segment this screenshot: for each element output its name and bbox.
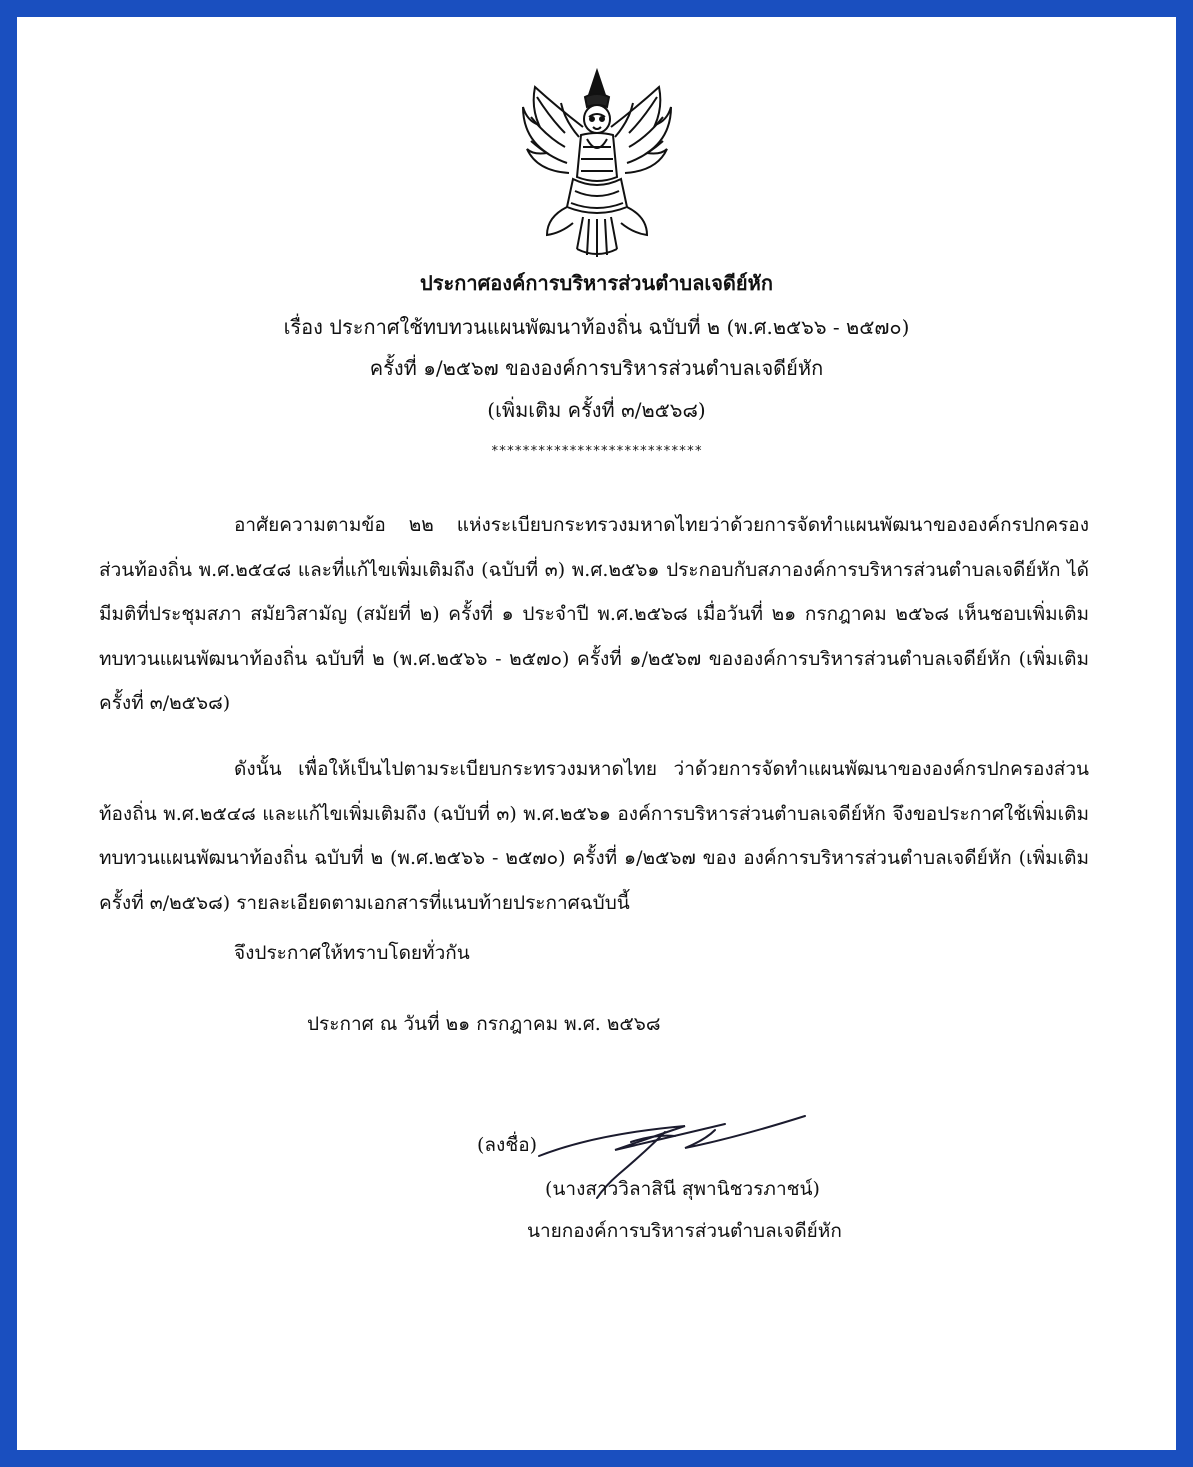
closing-text: จึงประกาศให้ทราบโดยทั่วกัน bbox=[234, 942, 470, 964]
announce-date: ประกาศ ณ วันที่ ๒๑ กรกฎาคม พ.ศ. ๒๕๖๘ bbox=[307, 1013, 661, 1035]
signer-name: (นางสาววิลาสินี สุพานิชวรภาชน์) bbox=[545, 1178, 820, 1200]
separator-stars: *************************** bbox=[490, 444, 703, 459]
document-subject-line3: (เพิ่มเติม ครั้งที่ ๓/๒๕๖๘) bbox=[487, 398, 706, 422]
garuda-emblem bbox=[517, 67, 677, 259]
body-paragraph-1: อาศัยความตามข้อ ๒๒ แห่งระเบียบกระทรวงมหาดไทยว่าด้วยการจัดทำแผนพัฒนาขององค์กรปกครองส่วนท้องถิ่น พ.ศ.๒๕๔๘ และที่แก้ไขเพิ่มเติมถึง (ฉบับที่ ๓) พ.ศ.๒๕๖๑ ประกอบกับสภาองค์การบริหารส่วนตำบลเจดีย์หัก ได้มีมติที่ประชุมสภา สมัยวิสามัญ (สมัยที่ ๒) ครั้งที่ ๑ ประจำปี พ.ศ.๒๕๖๘ เมื่อวันที่ ๒๑ กรกฎาคม ๒๕๖๘ เห็นชอบเพิ่มเติม ทบทวนแผนพัฒนาท้องถิ่น ฉบับที่ ๒ (พ.ศ.๒๕๖๖ - ๒๕๗๐) ครั้งที่ ๑/๒๕๖๗ ขององค์การบริหารส่วนตำบลเจดีย์หัก (เพิ่มเติม ครั้งที่ ๓/๒๕๖๘) bbox=[99, 514, 1089, 714]
signer-position: นายกองค์การบริหารส่วนตำบลเจดีย์หัก bbox=[527, 1220, 842, 1242]
body-paragraph-2: ดังนั้น เพื่อให้เป็นไปตามระเบียบกระทรวงมหาดไทย ว่าด้วยการจัดทำแผนพัฒนาขององค์กรปกครองส่วนท้องถิ่น พ.ศ.๒๕๔๘ และแก้ไขเพิ่มเติมถึง (ฉบับที่ ๓) พ.ศ.๒๕๖๑ องค์การบริหารส่วนตำบลเจดีย์หัก จึงขอประกาศใช้เพิ่มเติม ทบทวนแผนพัฒนาท้องถิ่น ฉบับที่ ๒ (พ.ศ.๒๕๖๖ - ๒๕๗๐) ครั้งที่ ๑/๒๕๖๗ ของ องค์การบริหารส่วนตำบลเจดีย์หัก (เพิ่มเติม ครั้งที่ ๓/๒๕๖๘) รายละเอียดตามเอกสารที่แนบท้ายประกาศฉบับนี้ bbox=[99, 758, 1089, 914]
document-subject: เรื่อง ประกาศใช้ทบทวนแผนพัฒนาท้องถิ่น ฉบับที่ ๒ (พ.ศ.๒๕๖๖ - ๒๕๗๐) bbox=[283, 315, 910, 339]
document-subject-line2: ครั้งที่ ๑/๒๕๖๗ ขององค์การบริหารส่วนตำบลเจดีย์หัก bbox=[369, 356, 824, 380]
signed-label: (ลงชื่อ) bbox=[477, 1134, 538, 1156]
document-page bbox=[17, 17, 1176, 1450]
document-title: ประกาศองค์การบริหารส่วนตำบลเจดีย์หัก bbox=[420, 271, 773, 295]
